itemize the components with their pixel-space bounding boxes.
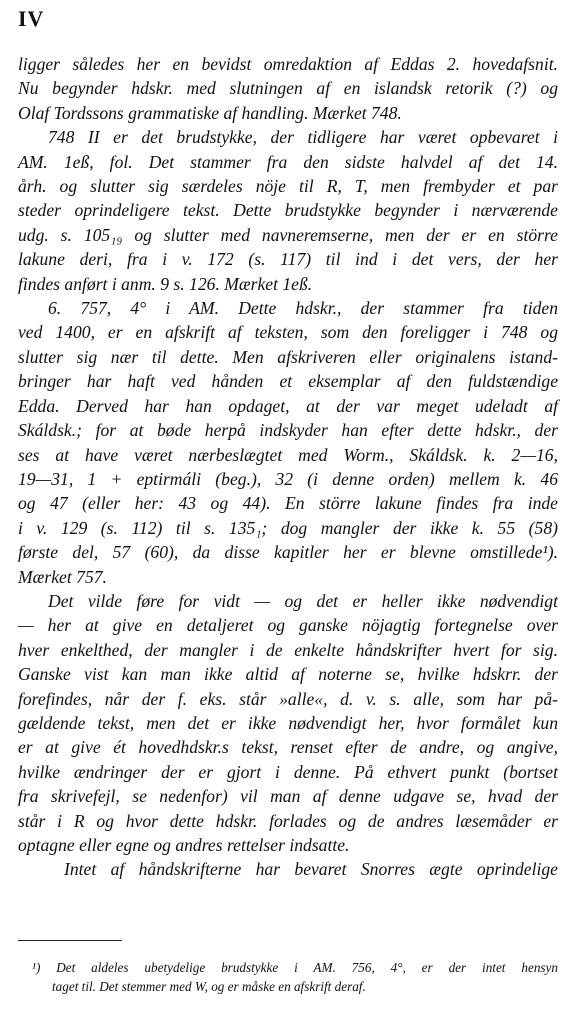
text-line: 748 II er det brudstykke, der tidligere har været opbevaret i <box>48 127 558 148</box>
footnote-rule <box>18 940 122 941</box>
text-line: — her at give en detaljeret og ganske nöjagtig fortegnelse over <box>18 615 558 636</box>
text-line: Intet af håndskrifterne har bevaret Snorres ægte oprindelige <box>64 859 558 880</box>
text-line: Skáldsk.; for at bøde herpå indskyder han efter dette hdskr., der <box>18 420 558 441</box>
text-line: gældende tekst, men det er ikke nødvendigt her, hvor formålet kun <box>18 712 558 733</box>
text-line: står i R og hvor dette hdskr. forlades og de andres læsemåder er <box>18 810 558 831</box>
text-line: fra skrivefejl, se nedenfor) vil man af denne udgave se, hvad der <box>18 786 558 807</box>
text-line: Det vilde føre for vidt — og det er heller ikke nødvendigt <box>48 590 558 611</box>
text-line: AM. 1eß, fol. Det stammer fra den sidste halvdel af det 14. <box>18 151 558 172</box>
text-line: forefindes, når der f. eks. står »alle«, d. v. s. alle, som har på- <box>18 688 558 709</box>
text-line: og 47 (eller her: 43 og 44). En större lakune findes fra inde <box>18 493 558 514</box>
text-line: findes anført i anm. 9 s. 126. Mærket 1eß. <box>18 273 313 294</box>
footnote <box>18 958 558 996</box>
text-line: Nu begynder hdskr. med slutningen af en islandsk retorik (?) og <box>18 78 558 99</box>
text-line: 6. 757, 4° i AM. Dette hdskr., der stammer fra tiden <box>48 298 558 319</box>
text-line: årh. og slutter sig særdeles nöje til R, T, men frembyder et par <box>18 176 558 197</box>
text-line: Olaf Tordssons grammatiske af handling. Mærket 748. <box>18 102 402 123</box>
text-line: 19—31, 1 + eptirmáli (beg.), 32 (i denne orden) mellem k. 46 <box>18 468 558 489</box>
text-line: første del, 57 (60), da disse kapitler her er blevne omstillede¹). <box>18 542 558 563</box>
text-line: optagne eller egne og andres rettelser indsatte. <box>18 835 350 855</box>
text-line: Ganske vist kan man ikke altid af noterne se, hvilke hdskrr. der <box>18 664 558 685</box>
text-line: steder oprindeligere tekst. Dette brudstykke begynder i nærværende <box>18 200 558 221</box>
text-line: lakune deri, fra i v. 172 (s. 117) til ind i det vers, der her <box>18 249 558 270</box>
text-line: hver enkelthed, der mangler i de enkelte håndskrifter hvert for sig. <box>18 639 558 660</box>
text-line: bringer har haft ved hånden et eksemplar af den fuldstændige <box>18 371 558 392</box>
footnote-line: taget til. Det stemmer med W, og er måske en afskrift deraf. <box>52 979 366 994</box>
text-line: er at give ét hovedhdskr.s tekst, renset efter de andre, og angive, <box>18 737 558 758</box>
text-line: hvilke ændringer der er gjort i denne. På ethvert punkt (bortset <box>18 761 558 782</box>
text-line: Mærket 757. <box>18 566 107 587</box>
text-line: ses at have været nærbeslægtet med Worm., Skáldsk. k. 2—16, <box>18 444 558 465</box>
body-text <box>18 52 558 882</box>
text-line: i v. 129 (s. 112) til s. 135₁; dog mangler der ikke k. 55 (58) <box>18 517 558 538</box>
text-line: Edda. Derved har han opdaget, at der var meget udeladt af <box>18 395 558 416</box>
footnote-line: ¹) Det aldeles ubetydelige brudstykke i AM. 756, 4°, er der intet hensyn <box>32 960 558 975</box>
text-line: udg. s. 105₁₉ og slutter med navneremserne, men der er en större <box>18 224 558 245</box>
text-line: ved 1400, er en afskrift af teksten, som den foreligger i 748 og <box>18 322 558 343</box>
page-number: IV <box>18 6 45 31</box>
text-line: slutter sig nær til dette. Men afskriveren eller originalens istand- <box>18 346 558 367</box>
text-line: ligger således her en bevidst omredaktion af Eddas 2. hovedafsnit. <box>18 54 558 74</box>
